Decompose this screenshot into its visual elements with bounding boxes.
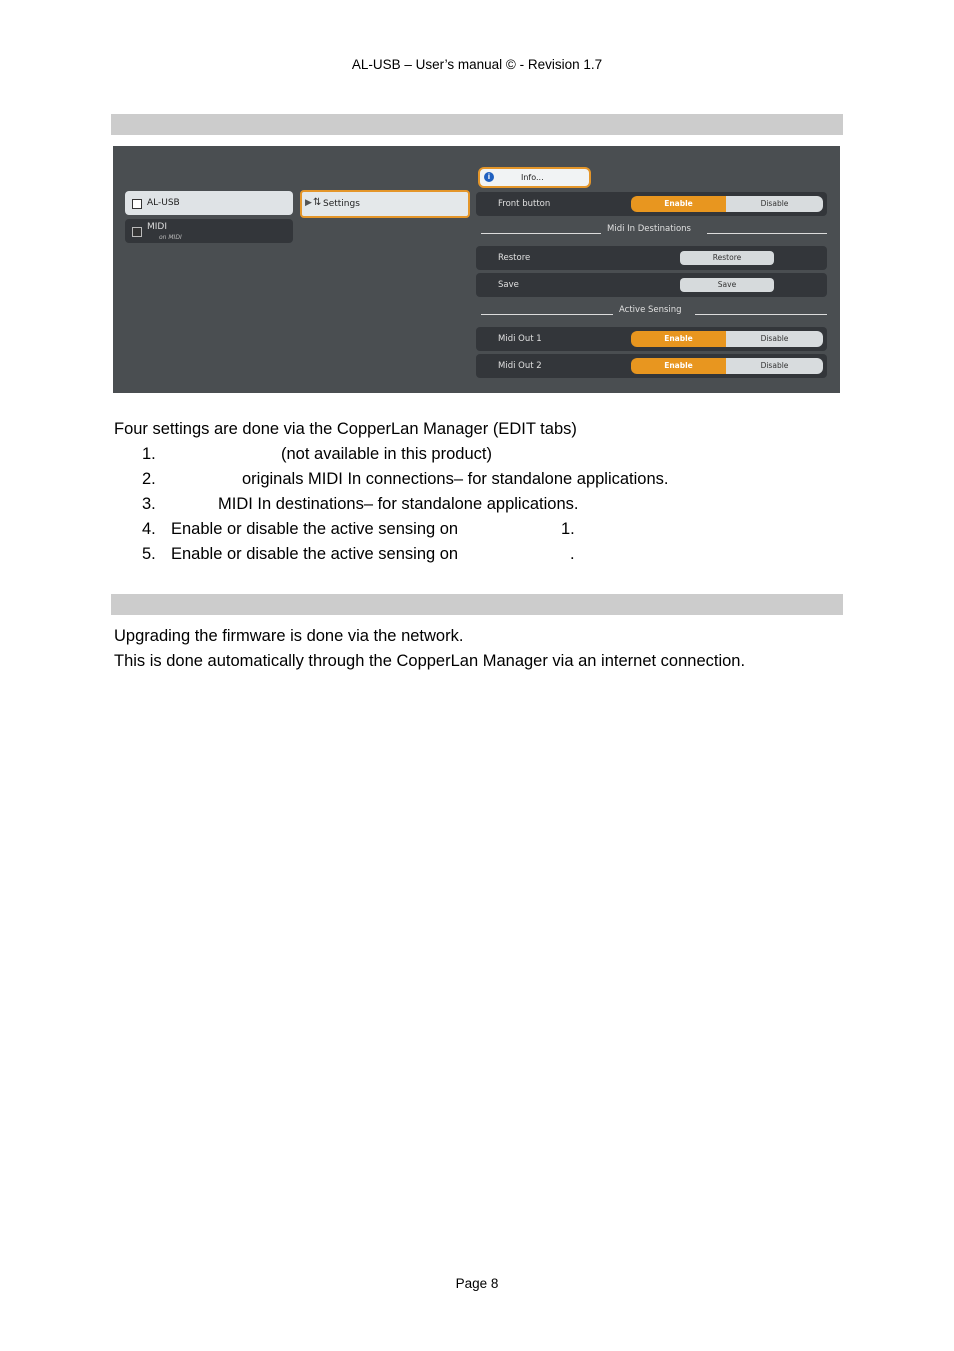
row-save [476,273,827,297]
divider [481,233,601,234]
row-label: Front button [498,199,551,209]
divider [695,314,827,315]
row-label: Save [498,280,519,290]
disable-option[interactable]: Disable [726,196,823,212]
info-button-label: Info... [521,173,544,182]
midi-out-1-toggle[interactable] [631,331,823,347]
list-number: 1. [142,445,156,463]
upgrade-paragraph-line1: Upgrading the firmware is done via the network. [114,627,464,645]
upgrade-paragraph-line2: This is done automatically through the CopperLan Manager via an internet connection. [114,652,746,670]
list-number: 3. [142,495,156,513]
list-item: MIDI In destinations– for standalone applications. [218,495,579,513]
tree-item-label: MIDI [147,222,168,232]
info-button[interactable] [478,167,591,188]
section-separator-midi-in [481,223,827,235]
list-item-tail: 1. [561,520,575,538]
page-number: Page 8 [455,1276,499,1291]
row-midi-out-1 [476,327,827,351]
enable-option[interactable]: Enable [631,358,726,374]
separator-label: Active Sensing [619,305,682,315]
row-label: Midi Out 2 [498,361,542,371]
section-heading-bar [111,114,843,135]
front-button-toggle[interactable] [631,196,823,212]
disable-option[interactable]: Disable [726,331,823,347]
tree-item-midi[interactable] [125,219,293,243]
row-restore [476,246,827,270]
section-heading-bar [111,594,843,615]
expand-arrow-icon: ▶ [305,198,312,208]
list-item-tail: . [570,545,575,563]
disable-option[interactable]: Disable [726,358,823,374]
divider [481,314,613,315]
sliders-icon: ⇅ [313,197,322,208]
page-header: AL-USB – User’s manual © - Revision 1.7 [351,57,603,72]
checkbox-icon[interactable] [132,199,142,209]
list-item: Enable or disable the active sensing on [171,545,459,563]
section-separator-active-sensing [481,304,827,316]
intro-paragraph: Four settings are done via the CopperLan Manager (EDIT tabs) [114,420,577,438]
checkbox-icon[interactable] [132,227,142,237]
settings-label: Settings [323,199,360,209]
row-label: Midi Out 1 [498,334,542,344]
tree-item-sublabel: on MIDI [159,234,182,241]
list-number: 5. [142,545,156,563]
divider [707,233,827,234]
tree-item-label: AL-USB [147,198,180,208]
restore-button[interactable]: Restore [680,251,774,265]
tree-item-al-usb[interactable] [125,191,293,215]
list-number: 2. [142,470,156,488]
list-number: 4. [142,520,156,538]
enable-option[interactable]: Enable [631,331,726,347]
settings-node[interactable] [300,190,470,218]
separator-label: Midi In Destinations [607,224,691,234]
list-item: Enable or disable the active sensing on [171,520,459,538]
list-item: (not available in this product) [281,445,492,463]
row-front-button [476,192,827,216]
list-item: originals MIDI In connections– for standalone applications. [242,470,669,488]
row-label: Restore [498,253,531,263]
enable-option[interactable]: Enable [631,196,726,212]
row-midi-out-2 [476,354,827,378]
copperlan-manager-screenshot [113,146,840,393]
midi-out-2-toggle[interactable] [631,358,823,374]
save-button[interactable]: Save [680,278,774,292]
info-icon: i [484,172,494,182]
